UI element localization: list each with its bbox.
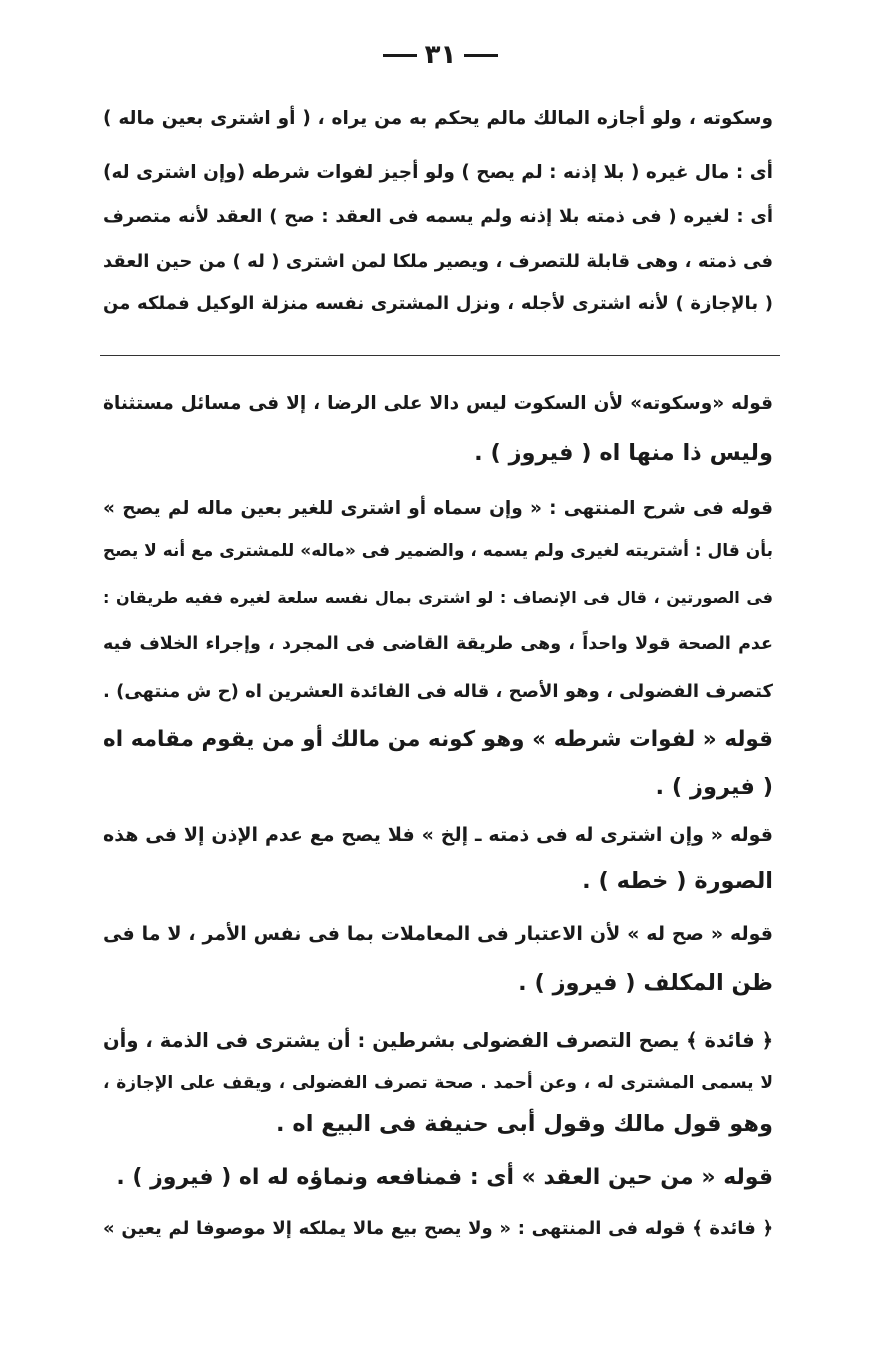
note-line: فى الصورتين ، قال فى الإنصاف : لو اشترى بمال نفسه سلعة لغيره ففيه طريقان : <box>103 588 773 607</box>
note-line: الصورة ( خطه ) . <box>582 868 773 894</box>
note-line: قوله فى شرح المنتهى : « وإن سماه أو اشترى للغير بعين ماله لم يصح » <box>103 498 773 519</box>
main-line: أى : مال غيره ( بلا إذنه : لم يصح ) ولو أجيز لفوات شرطه (وإن اشترى له) <box>103 162 773 183</box>
note-line: قوله « وإن اشترى له فى ذمته ـ إلخ » فلا يصح مع عدم الإذن إلا فى هذه <box>103 824 773 846</box>
note-line: لا يسمى المشترى له ، وعن أحمد . صحة تصرف الفضولى ، ويقف على الإجازة ، <box>103 1073 773 1093</box>
main-line: وسكوته ، ولو أجازه المالك مالم يحكم به من يراه ، ( أو اشترى بعين ماله ) <box>103 108 773 129</box>
page-number-dash-right <box>464 54 498 57</box>
note-line: قوله « صح له » لأن الاعتبار فى المعاملات بما فى نفس الأمر ، لا ما فى <box>103 923 773 945</box>
note-line: وليس ذا منها اه ( فيروز ) . <box>474 440 773 466</box>
note-line: ظن المكلف ( فيروز ) . <box>518 970 773 996</box>
page-number <box>0 40 881 70</box>
note-line: وهو قول مالك وقول أبى حنيفة فى البيع اه . <box>276 1111 773 1137</box>
note-line: بأن قال : أشتريته لغيرى ولم يسمه ، والضمير فى «ماله» للمشترى مع أنه لا يصح <box>102 541 773 561</box>
page-number-text: ٣١ <box>424 40 457 70</box>
note-line: قوله « من حين العقد » أى : فمنافعه ونماؤه له اه ( فيروز ) . <box>116 1165 773 1190</box>
note-line: قوله «وسكوته» لأن السكوت ليس دالا على الرضا ، إلا فى مسائل مستثناة <box>103 393 773 414</box>
main-line: ( بالإجازة ) لأنه اشترى لأجله ، ونزل المشترى نفسه منزلة الوكيل فملكه من <box>103 293 773 314</box>
note-line: ﴿ فائدة ﴾ يصح التصرف الفضولى بشرطين : أن يشترى فى الذمة ، وأن <box>103 1029 773 1052</box>
note-line: عدم الصحة قولا واحداً ، وهى طريقة القاضى فى المجرد ، وإجراء الخلاف فيه <box>103 634 773 654</box>
note-line: قوله « لفوات شرطه » وهو كونه من مالك أو من يقوم مقامه اه <box>103 727 773 752</box>
page-number-dash-left <box>383 54 417 57</box>
note-line: كتصرف الفضولى ، وهو الأصح ، قاله فى الفائدة العشرين اه (ح ش منتهى) . <box>103 681 773 702</box>
main-line: أى : لغيره ( فى ذمته بلا إذنه ولم يسمه فى العقد : صح ) العقد لأنه متصرف <box>103 206 773 227</box>
main-line: فى ذمته ، وهى قابلة للتصرف ، ويصير ملكا لمن اشترى ( له ) من حين العقد <box>103 251 773 272</box>
note-line: ( فيروز ) . <box>655 774 773 800</box>
footnote-separator <box>100 355 780 356</box>
note-line: ﴿ فائدة ﴾ قوله فى المنتهى : « ولا يصح بيع مالا يملكه إلا موصوفا لم يعين » <box>103 1218 773 1239</box>
